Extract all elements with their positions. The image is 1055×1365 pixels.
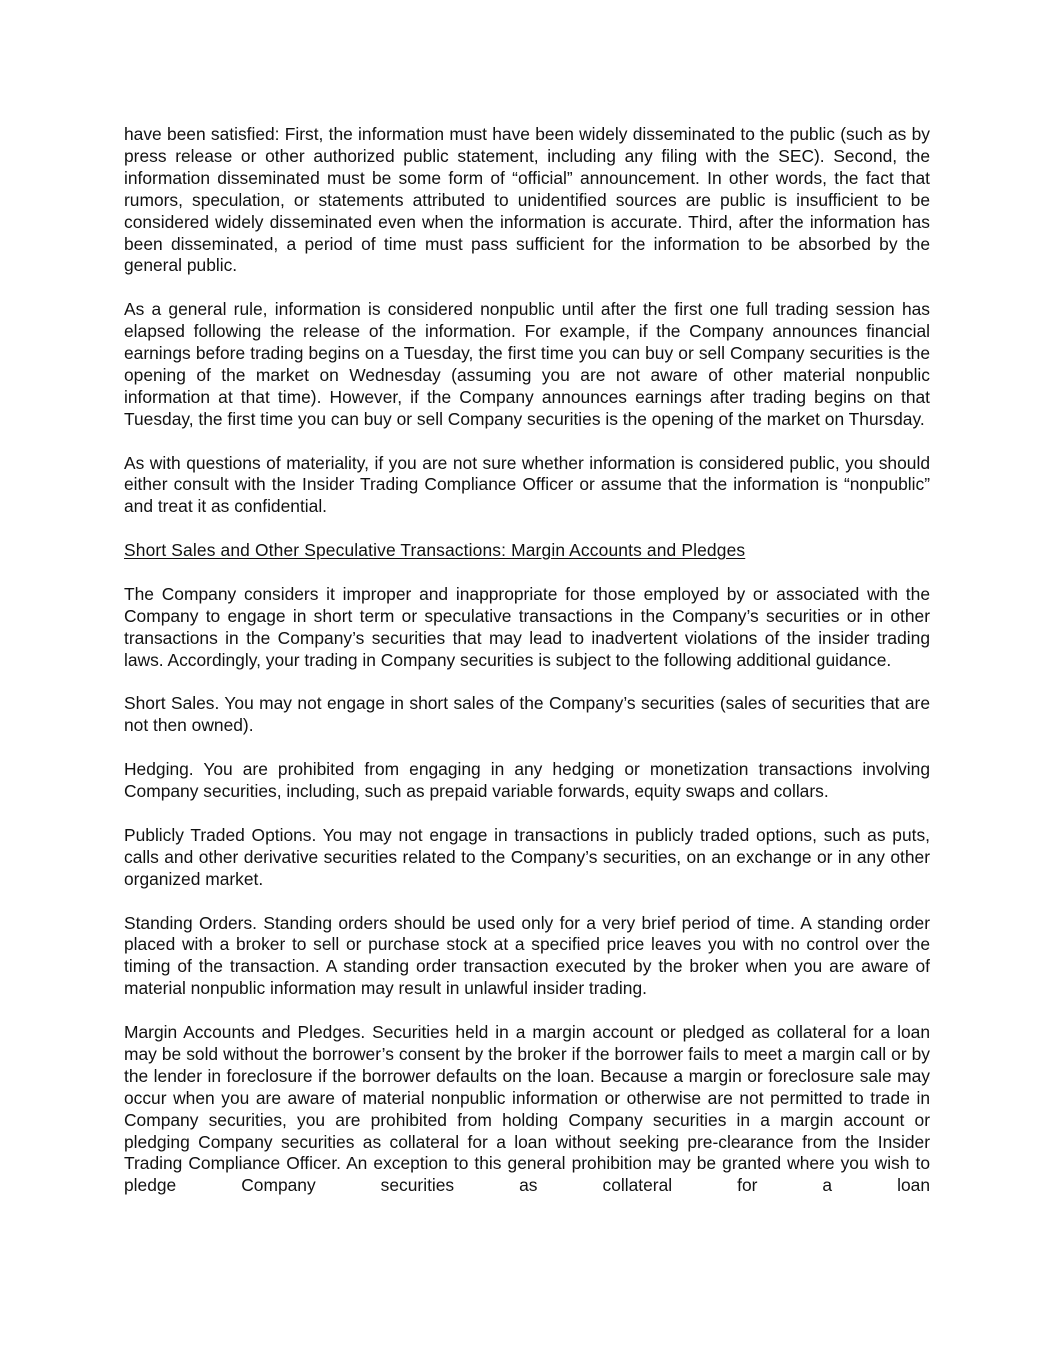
paragraph-public-disclosure: have been satisfied: First, the information must have been widely disseminated to the public (such as by press release or other authorized public statement, including any filing with the SEC). Second, the information disseminated must be some form of “official” announcement. In other words, the fact that rumors, speculation, or statements attributed to unidentified sources are public is insufficient to be considered widely disseminated even when the information is accurate. Third, after the information has been disseminated, a period of time must pass sufficient for the information to be absorbed by the general public.	[124, 124, 930, 276]
paragraph-publicly-traded-options: Publicly Traded Options. You may not engage in transactions in publicly traded options, such as puts, calls and other derivative securities related to the Company’s securities, on an exchange or in any other organized market.	[124, 824, 930, 889]
paragraph-hedging: Hedging. You are prohibited from engaging in any hedging or monetization transactions involving Company securities, including, such as prepaid variable forwards, equity swaps and collars.	[124, 759, 930, 802]
paragraph-materiality: As with questions of materiality, if you are not sure whether information is considered public, you should either consult with the Insider Trading Compliance Officer or assume that the information is “nonpublic” and treat it as confidential.	[124, 452, 930, 517]
paragraph-short-sales: Short Sales. You may not engage in short sales of the Company’s securities (sales of securities that are not then owned).	[124, 693, 930, 736]
document-page	[124, 124, 930, 1197]
section-heading: Short Sales and Other Speculative Transactions: Margin Accounts and Pledges	[124, 540, 746, 561]
paragraph-company-policy: The Company considers it improper and inappropriate for those employed by or associated with the Company to engage in short term or speculative transactions in the Company’s securities or in other transactions in the Company’s securities that may lead to inadvertent violations of the insider trading laws. Accordingly, your trading in Company securities is subject to the following additional guidance.	[124, 583, 930, 670]
paragraph-nonpublic-rule: As a general rule, information is considered nonpublic until after the first one full trading session has elapsed following the release of the information. For example, if the Company announces financial earnings before trading begins on a Tuesday, the first time you can buy or sell Company securities is the opening of the market on Wednesday (assuming you are not aware of other material nonpublic information at that time). However, if the Company announces earnings after trading begins on that Tuesday, the first time you can buy or sell Company securities is the opening of the market on Thursday.	[124, 299, 930, 429]
paragraph-margin-accounts: Margin Accounts and Pledges. Securities held in a margin account or pledged as collateral for a loan may be sold without the borrower’s consent by the broker if the borrower fails to meet a margin call or by the lender in foreclosure if the borrower defaults on the loan. Because a margin or foreclosure sale may occur when you are aware of material nonpublic information or otherwise are not permitted to trade in Company securities, you are prohibited from holding Company securities in a margin account or pledging Company securities as collateral for a loan without seeking pre-clearance from the Insider Trading Compliance Officer. An exception to this general prohibition may be granted where you wish to pledge Company securities as collateral for a loan	[124, 1022, 930, 1196]
paragraph-standing-orders: Standing Orders. Standing orders should be used only for a very brief period of time. A standing order placed with a broker to sell or purchase stock at a specified price leaves you with no control over the timing of the transaction. A standing order transaction executed by the broker when you are aware of material nonpublic information may result in unlawful insider trading.	[124, 912, 930, 999]
